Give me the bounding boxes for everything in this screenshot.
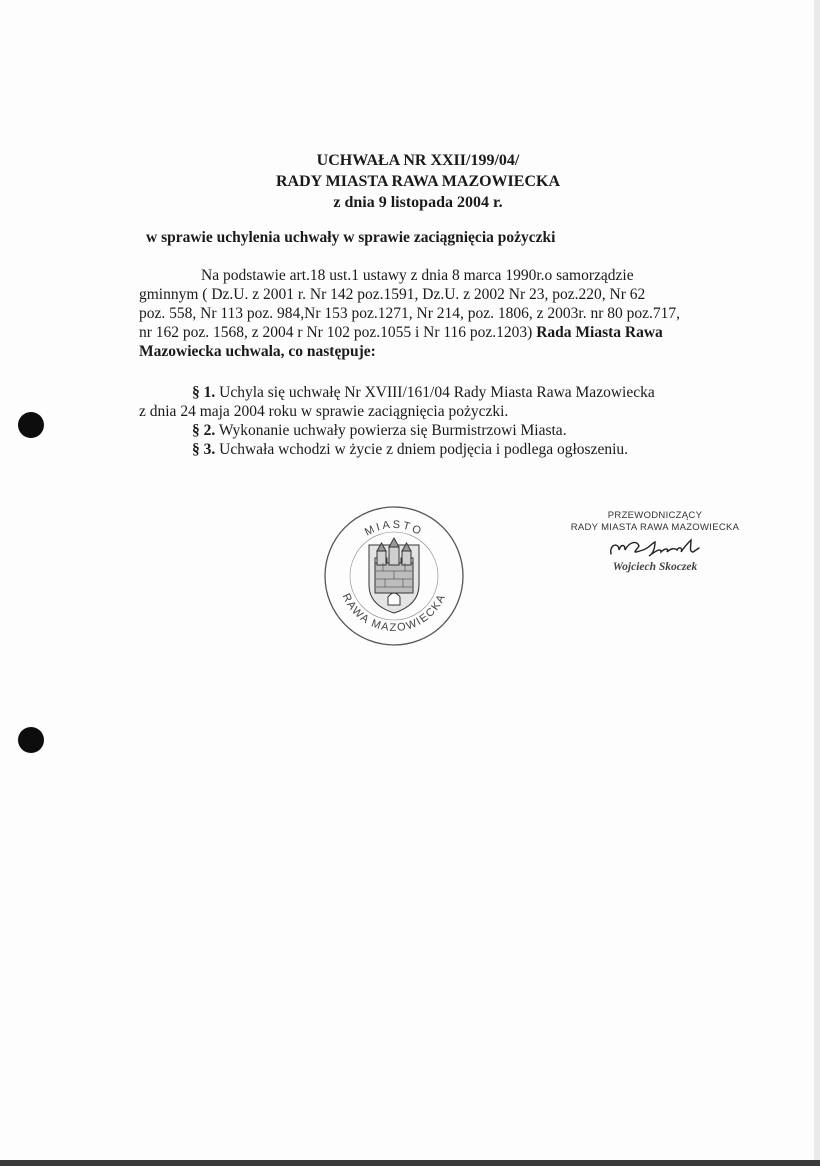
city-seal — [323, 505, 465, 647]
coat-of-arms-icon — [369, 538, 419, 613]
handwritten-signature-icon — [605, 536, 705, 560]
scan-edge — [0, 1160, 820, 1166]
punch-hole — [18, 412, 44, 438]
legal-basis-line: gminnym ( Dz.U. z 2001 r. Nr 142 poz.1591, Dz.U. z 2002 Nr 23, poz.220, Nr 62 — [139, 286, 646, 303]
paragraph-1-continuation: z dnia 24 maja 2004 roku w sprawie zaciągnięcia pożyczki. — [139, 403, 509, 420]
paragraph-text: Uchyla się uchwałę Nr XVIII/161/04 Rady Miasta Rawa Mazowiecka — [215, 384, 655, 401]
legal-basis-line — [139, 342, 680, 361]
resolution-date: z dnia 9 listopada 2004 r. — [333, 194, 503, 211]
paragraph-number: § 3. — [192, 441, 216, 458]
paragraph-text: Wykonanie uchwały powierza się Burmistrzowi Miasta. — [215, 422, 567, 439]
legal-basis — [139, 266, 680, 361]
paragraph-1 — [139, 383, 655, 402]
legal-basis-text: nr 162 poz. 1568, z 2004 r Nr 102 poz.1055 i Nr 116 poz.1203) — [139, 324, 537, 341]
legal-basis-line: Na podstawie art.18 ust.1 ustawy z dnia 8 marca 1990r.o samorządzie — [201, 267, 634, 284]
paragraph-number: § 2. — [192, 422, 216, 439]
signatory-council: RADY MIASTA RAWA MAZOWIECKA — [570, 522, 740, 533]
council-clause: Rada Miasta Rawa — [536, 324, 663, 341]
paragraphs — [139, 383, 655, 459]
seal-top-text: MIASTO — [362, 518, 426, 539]
signatory-name: Wojciech Skoczek — [612, 561, 698, 573]
signature-block — [562, 510, 748, 573]
resolution-subject: w sprawie uchylenia uchwały w sprawie zaciągnięcia pożyczki — [146, 229, 556, 246]
paragraph-3 — [139, 440, 655, 459]
legal-basis-line — [139, 323, 680, 342]
council-clause: Mazowiecka uchwala, co następuje: — [139, 343, 376, 360]
signatory-role: PRZEWODNICZĄCY — [607, 510, 703, 521]
punch-hole — [18, 727, 44, 753]
paragraph-text: Uchwała wchodzi w życie z dniem podjęcia i podlega ogłoszeniu. — [215, 441, 629, 458]
legal-basis-line: poz. 558, Nr 113 poz. 984,Nr 153 poz.1271, Nr 214, poz. 1806, z 2003r. nr 80 poz.717, — [139, 305, 680, 322]
seal-bottom-text: RAWA MAZOWIECKA — [339, 591, 449, 635]
paragraph-number: § 1. — [192, 384, 216, 401]
document-header — [0, 150, 820, 213]
resolution-number: UCHWAŁA NR XXII/199/04/ — [316, 152, 520, 169]
paragraph-2 — [139, 421, 655, 440]
council-name: RADY MIASTA RAWA MAZOWIECKA — [275, 173, 561, 190]
